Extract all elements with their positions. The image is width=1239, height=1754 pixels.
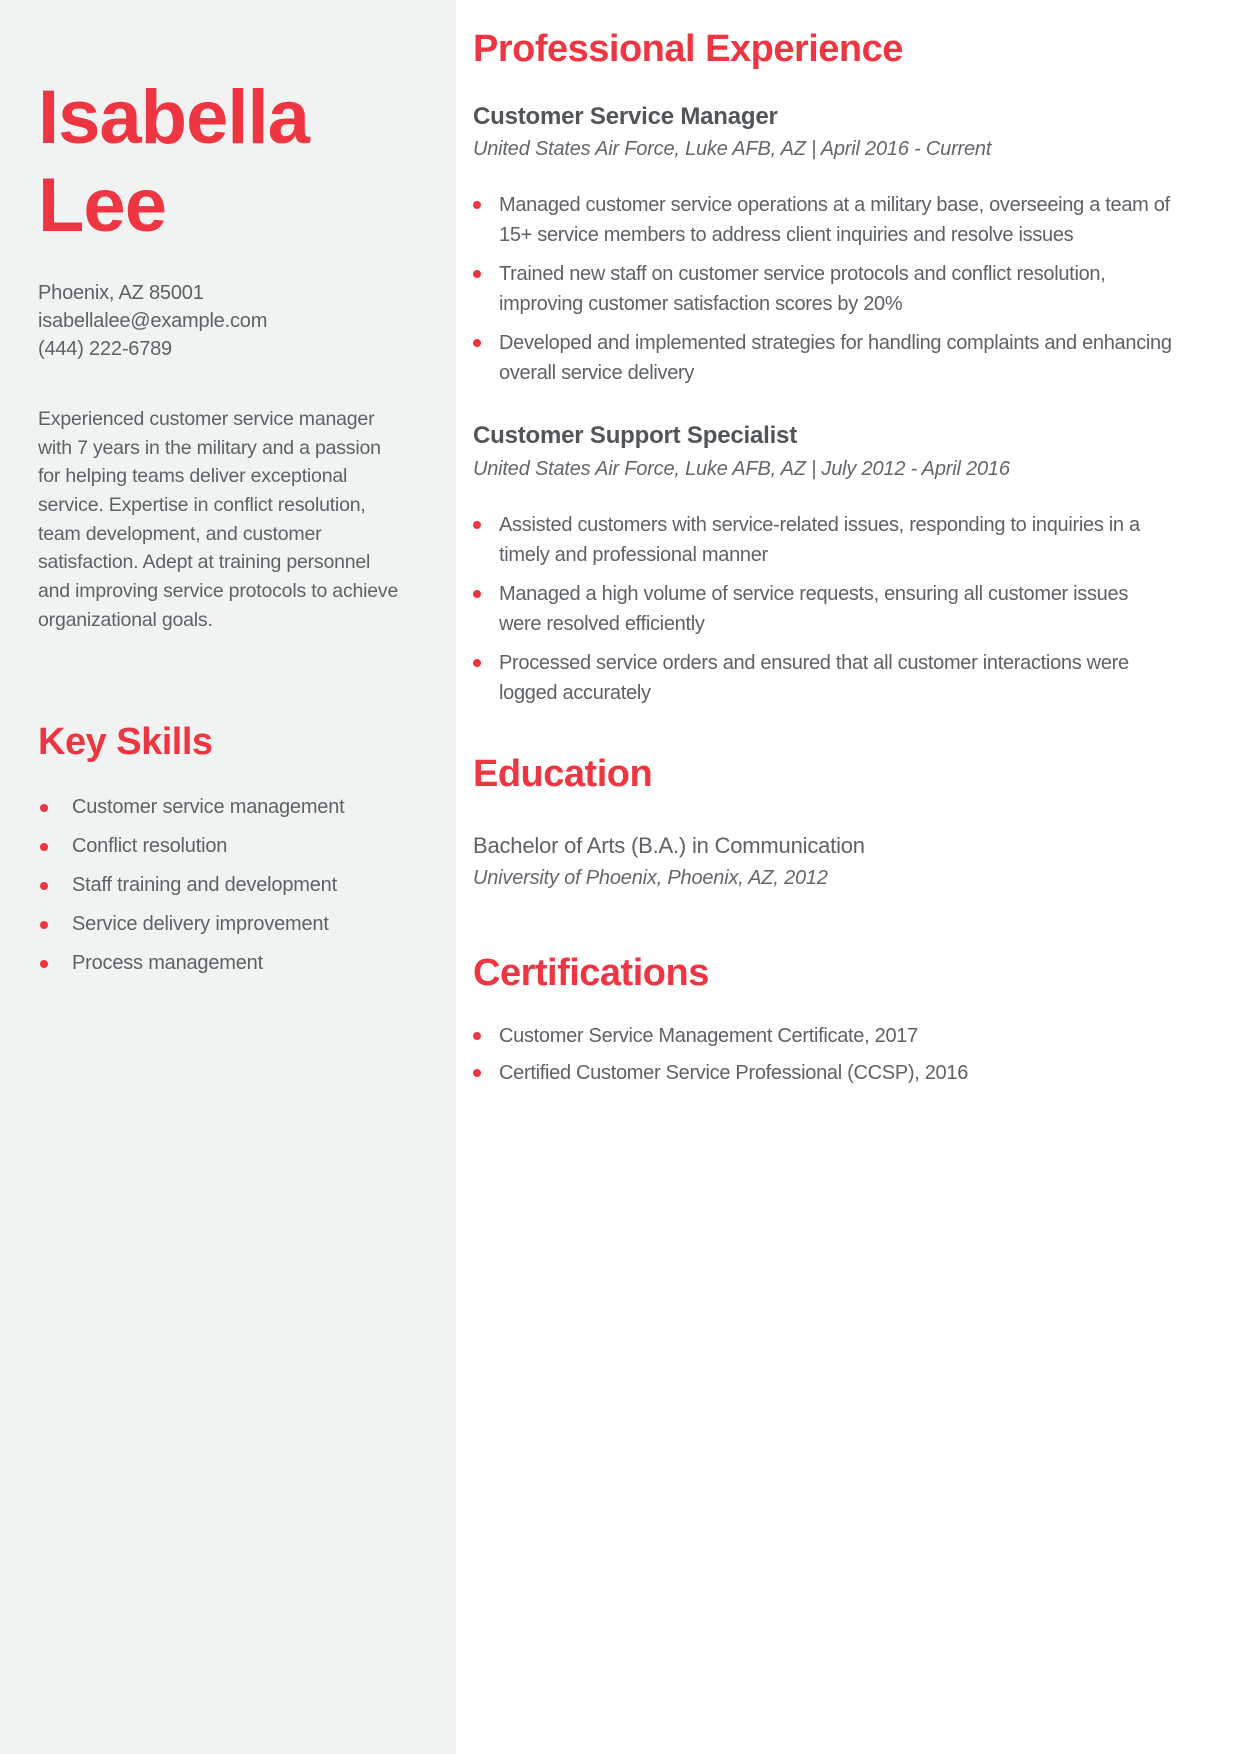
skills-list — [38, 794, 406, 977]
skill-text: Staff training and development — [72, 873, 337, 896]
contact-location: Phoenix, AZ 85001 — [38, 282, 204, 305]
bullet-icon — [473, 339, 481, 347]
bullet-icon — [473, 1032, 481, 1040]
certifications-list — [473, 1023, 1175, 1087]
job-bullet — [473, 259, 1175, 319]
bullet-icon — [40, 882, 48, 890]
job-bullet-text: Assisted customers with service-related issues, responding to inquiries in a timely and professional manner — [499, 514, 1140, 567]
certifications-section — [473, 951, 1175, 1087]
skills-heading: Key Skills — [38, 721, 213, 764]
certification-text: Certified Customer Service Professional (CCSP), 2016 — [499, 1061, 969, 1084]
bullet-icon — [40, 843, 48, 851]
job-title: Customer Support Specialist — [473, 422, 797, 450]
skill-text: Service delivery improvement — [72, 912, 329, 935]
bullet-icon — [473, 521, 481, 529]
job-bullet-text: Developed and implemented strategies for handling complaints and enhancing overall service delivery — [499, 332, 1172, 385]
job-bullet — [473, 579, 1175, 639]
degree-meta: University of Phoenix, Phoenix, AZ, 2012 — [473, 867, 828, 890]
job-meta: United States Air Force, Luke AFB, AZ | April 2016 - Current — [473, 138, 992, 161]
bullet-icon — [40, 960, 48, 968]
job-bullet — [473, 510, 1175, 570]
experience-section — [473, 27, 1175, 708]
certification-item — [473, 1060, 1175, 1087]
bullet-icon — [40, 921, 48, 929]
skill-item — [38, 911, 406, 938]
bullet-icon — [473, 201, 481, 209]
skill-text: Process management — [72, 951, 263, 974]
candidate-name: Isabella Lee — [38, 75, 309, 249]
contact-block — [38, 280, 406, 363]
job-entry — [473, 422, 1175, 708]
certification-text: Customer Service Management Certificate, 2017 — [499, 1024, 918, 1047]
job-bullet-text: Processed service orders and ensured that all customer interactions were logged accurately — [499, 652, 1129, 705]
experience-heading: Professional Experience — [473, 28, 903, 70]
sidebar — [0, 0, 456, 1754]
job-meta: United States Air Force, Luke AFB, AZ | July 2012 - April 2016 — [473, 458, 1010, 481]
skill-text: Conflict resolution — [72, 834, 228, 857]
skill-item — [38, 950, 406, 977]
bullet-icon — [473, 270, 481, 278]
skill-item — [38, 794, 406, 821]
job-bullet-list — [473, 510, 1175, 708]
job-bullet-text: Trained new staff on customer service protocols and conflict resolution, improving customer satisfaction scores by 20% — [499, 263, 1106, 316]
skill-item — [38, 872, 406, 899]
profile-summary: Experienced customer service manager with 7 years in the military and a passion for helping teams deliver exceptional service. Expertise in conflict resolution, team development, and customer satisfaction. Adept at training personnel and improving service protocols to achieve organizational goals. — [38, 408, 399, 631]
certification-item — [473, 1023, 1175, 1050]
job-bullet — [473, 648, 1175, 708]
education-section — [473, 752, 1175, 891]
contact-phone: (444) 222-6789 — [38, 337, 172, 360]
skill-item — [38, 833, 406, 860]
contact-email: isabellalee@example.com — [38, 309, 268, 332]
bullet-icon — [473, 659, 481, 667]
bullet-icon — [40, 804, 48, 812]
job-bullet-text: Managed customer service operations at a military base, overseeing a team of 15+ service members to address client inquiries and resolve issues — [499, 194, 1170, 247]
bullet-icon — [473, 590, 481, 598]
education-heading: Education — [473, 753, 653, 796]
job-bullet — [473, 328, 1175, 388]
job-entry — [473, 103, 1175, 389]
certifications-heading: Certifications — [473, 952, 709, 995]
job-bullet-text: Managed a high volume of service requests, ensuring all customer issues were resolved efficiently — [499, 583, 1129, 636]
job-title: Customer Service Manager — [473, 102, 778, 130]
job-bullet-list — [473, 190, 1175, 388]
degree-title: Bachelor of Arts (B.A.) in Communication — [473, 832, 865, 858]
main-column — [456, 0, 1239, 1754]
bullet-icon — [473, 1069, 481, 1077]
job-bullet — [473, 190, 1175, 250]
skill-text: Customer service management — [72, 795, 345, 818]
